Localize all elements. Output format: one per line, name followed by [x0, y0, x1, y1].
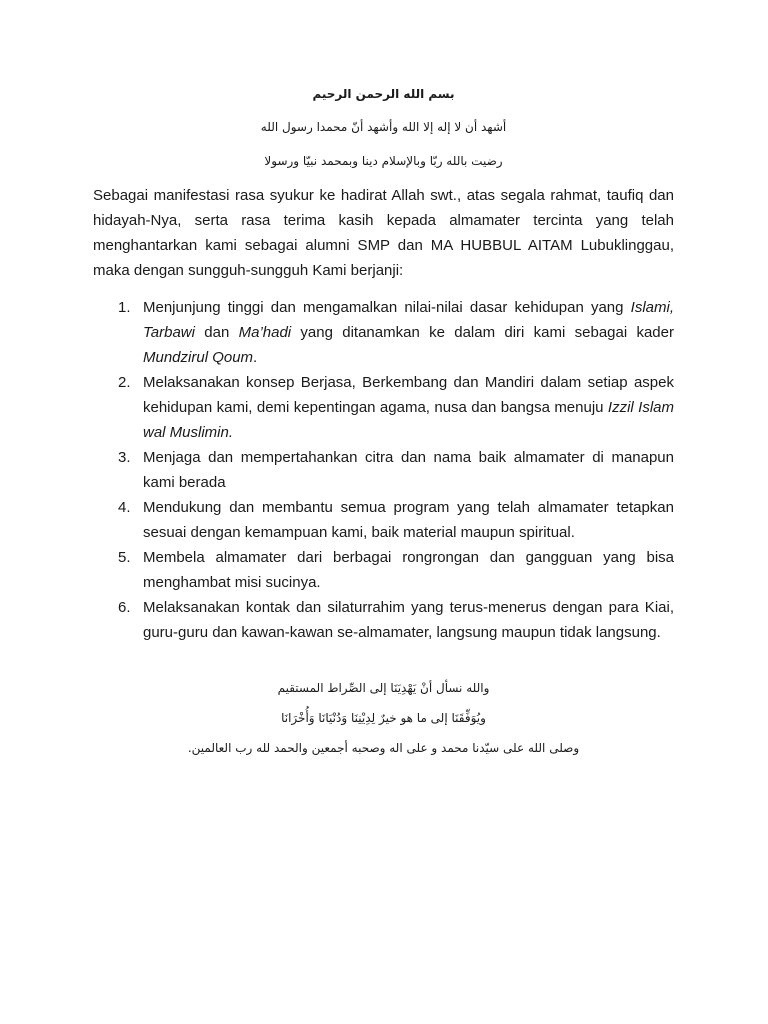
pledge-item-1 — [93, 295, 674, 370]
closing-doa-line-2: ويُوَفِّقَنَا إلى ما هو خيرٌ لِدِيْنِنَا وَدُنْيَانَا وَأُخْرَانَا — [281, 711, 486, 725]
pledge-number: 4. — [118, 499, 131, 516]
pledge-item-2 — [93, 370, 674, 445]
pledge-item-3 — [93, 445, 674, 495]
pledge-italic-text: Mundzirul Qoum — [143, 349, 254, 366]
ridha-line: رضيت بالله ربّا وبالإسلام دينا وبمحمد نبيّا ورسولا — [264, 154, 503, 168]
pledge-list — [93, 295, 674, 645]
pledge-text: Membela almamater dari berbagai rongrongan dan gangguan yang bisa menghambat misi sucinya. — [143, 549, 674, 591]
pledge-number: 3. — [118, 449, 131, 466]
pledge-text: Menjunjung tinggi dan mengamalkan nilai-nilai dasar kehidupan yang — [143, 299, 631, 316]
pledge-item-5 — [93, 545, 674, 595]
pledge-text: Melaksanakan konsep Berjasa, Berkembang dan Mandiri dalam setiap aspek kehidupan kami, demi kepentingan agama, nusa dan bangsa menuju — [143, 374, 674, 416]
pledge-text: . — [253, 349, 258, 366]
pledge-italic-text: Izzil Islam wal Muslimin. — [143, 399, 674, 441]
pledge-italic-text: Ma’hadi — [238, 324, 292, 341]
pledge-text: dan — [194, 324, 239, 341]
pledge-text: Mendukung dan membantu semua program yang telah almamater tetapkan sesuai dengan kemampuan kami, baik material maupun spiritual. — [143, 499, 674, 541]
pledge-italic-text: Islami, Tarbawi — [143, 299, 674, 341]
document-page — [93, 84, 674, 763]
basmalah-heading: بسم الله الرحمن الرحيم — [312, 87, 455, 101]
intro-paragraph: Sebagai manifestasi rasa syukur ke hadirat Allah swt., atas segala rahmat, taufiq dan hidayah-Nya, serta rasa terima kasih kepada almamater tercinta yang telah menghantarkan kami sebagai alumni SMP dan MA HUBBUL AITAM Lubuklinggau, maka dengan sungguh-sungguh Kami berjanji: — [93, 187, 674, 279]
closing-prayer — [93, 673, 674, 763]
pledge-number: 1. — [118, 299, 131, 316]
closing-salawat-line: وصلى الله على سيّدنا محمد و على اله وصحبه أجمعين والحمد لله رب العالمين. — [187, 741, 580, 755]
pledge-item-6 — [93, 595, 674, 645]
pledge-item-4 — [93, 495, 674, 545]
closing-doa-line-1: والله نسأل أنْ يَهْدِيَنَا إلى الصِّراط المستقيم — [277, 681, 490, 695]
pledge-text: Menjaga dan mempertahankan citra dan nama baik almamater di manapun kami berada — [143, 449, 674, 491]
shahada-line: أشهد أن لا إله إلا الله وأشهد أنّ محمدا رسول الله — [260, 120, 507, 134]
pledge-number: 5. — [118, 549, 131, 566]
pledge-number: 6. — [118, 599, 131, 616]
pledge-number: 2. — [118, 374, 131, 391]
pledge-text: yang ditanamkan ke dalam diri kami sebagai kader — [291, 324, 674, 341]
pledge-text: Melaksanakan kontak dan silaturrahim yang terus-menerus dengan para Kiai, guru-guru dan kawan-kawan se-almamater, langsung maupun tidak langsung. — [143, 599, 674, 641]
